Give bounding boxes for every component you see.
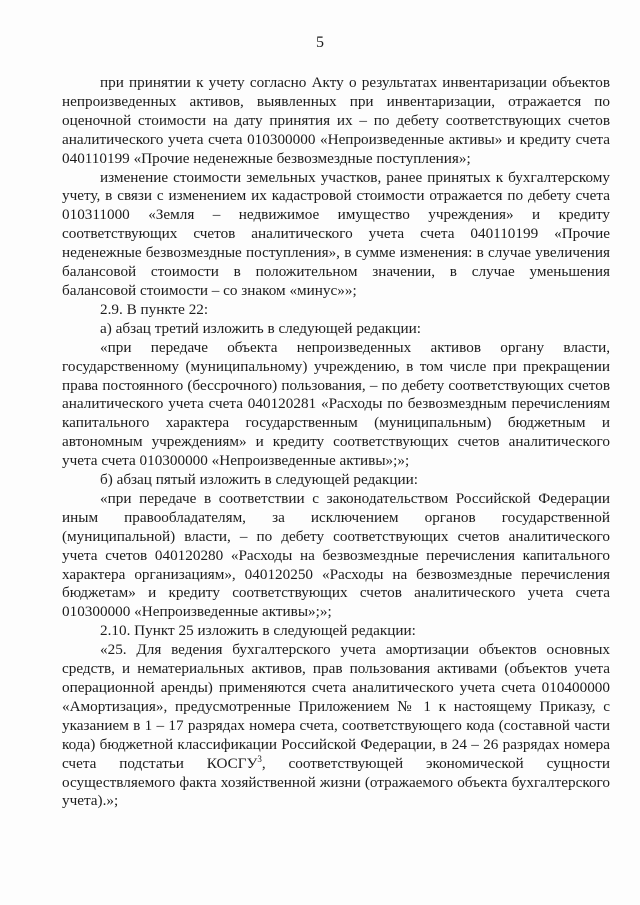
- paragraph-subitem-b: б) абзац пятый изложить в следующей редакции:: [100, 471, 418, 489]
- footnote-marker: 3: [257, 753, 262, 764]
- paragraph-transfer-to-other-holders: «при передаче в соответствии с законодательством Российской Федерации иным правообладателям, за исключением органов государственной (муниципальной) власти, – по дебету соответствующих счетов аналитического учета счетов 040120280 «Расходы на безвозмездные перечисления капитального характера организациям», 040120250 «Расходы на безвозмездные перечисления бюджетам» и кредиту соответствующих счетов аналитического учета счета 010300000 «Непроизведенные активы»;»;: [62, 489, 610, 621]
- paragraph-item-2-10: 2.10. Пункт 25 изложить в следующей редакции:: [100, 622, 416, 640]
- paragraph-transfer-to-authority: «при передаче объекта непроизведенных активов органу власти, государственному (муниципальному) учреждению, в том числе при прекращении права постоянного (бессрочного) пользования, – по дебету соответствующих счетов аналитического учета счета 040120281 «Расходы по безвозмездным перечислениям капитального характера государственным (муниципальным) бюджетным и автономным учреждениям» и кредиту соответствующих счетов аналитического учета счета 010300000 «Непроизведенные активы»;»;: [62, 338, 610, 470]
- page-number: 5: [316, 34, 324, 51]
- paragraph-acceptance-inventory: при принятии к учету согласно Акту о результатах инвентаризации объектов непроизведенных активов, выявленных при инвентаризации, отражается по оценочной стоимости на дату принятия их – по дебету соответствующих счетов аналитического учета счета 010300000 «Непроизведенные активы» и кредиту счета 040110199 «Прочие неденежные безвозмездные поступления»;: [62, 74, 610, 167]
- paragraph-subitem-a: а) абзац третий изложить в следующей редакции:: [100, 319, 421, 337]
- paragraph-item-2-9: 2.9. В пункте 22:: [100, 300, 209, 318]
- paragraph-item-25-text: «25. Для ведения бухгалтерского учета амортизации объектов основных средств, и нематериальных активов, прав пользования активами (объектов учета операционной аренды) применяются счета аналитического учета счета 010400000 «Амортизация», предусмотренные Приложением № 1 к настоящему Приказу, с указанием в 1 – 17 разрядах номера счета, соответствующего кода (составной части кода) бюджетной классификации Российской Федерации, в 24 – 26 разрядах номера счета подстатьи КОСГУ: [62, 641, 610, 772]
- paragraph-item-25-text-end: , соответствующей экономической сущности осуществляемого факта хозяйственной жизни (отражаемого объекта бухгалтерского учета).»;: [62, 754, 610, 810]
- paragraph-land-value-change: изменение стоимости земельных участков, ранее принятых к бухгалтерскому учету, в связи с изменением их кадастровой стоимости отражается по дебету счета 010311000 «Земля – недвижимое имущество учреждения» и кредиту соответствующих счетов аналитического учета счета 040110199 «Прочие неденежные безвозмездные поступления», в сумме изменения: в случае увеличения балансовой стоимости в положительном значении, в случае уменьшения балансовой стоимости – со знаком «минус»»;: [62, 168, 610, 299]
- paragraph-item-25-amortization: [62, 641, 610, 811]
- document-body: [62, 74, 610, 811]
